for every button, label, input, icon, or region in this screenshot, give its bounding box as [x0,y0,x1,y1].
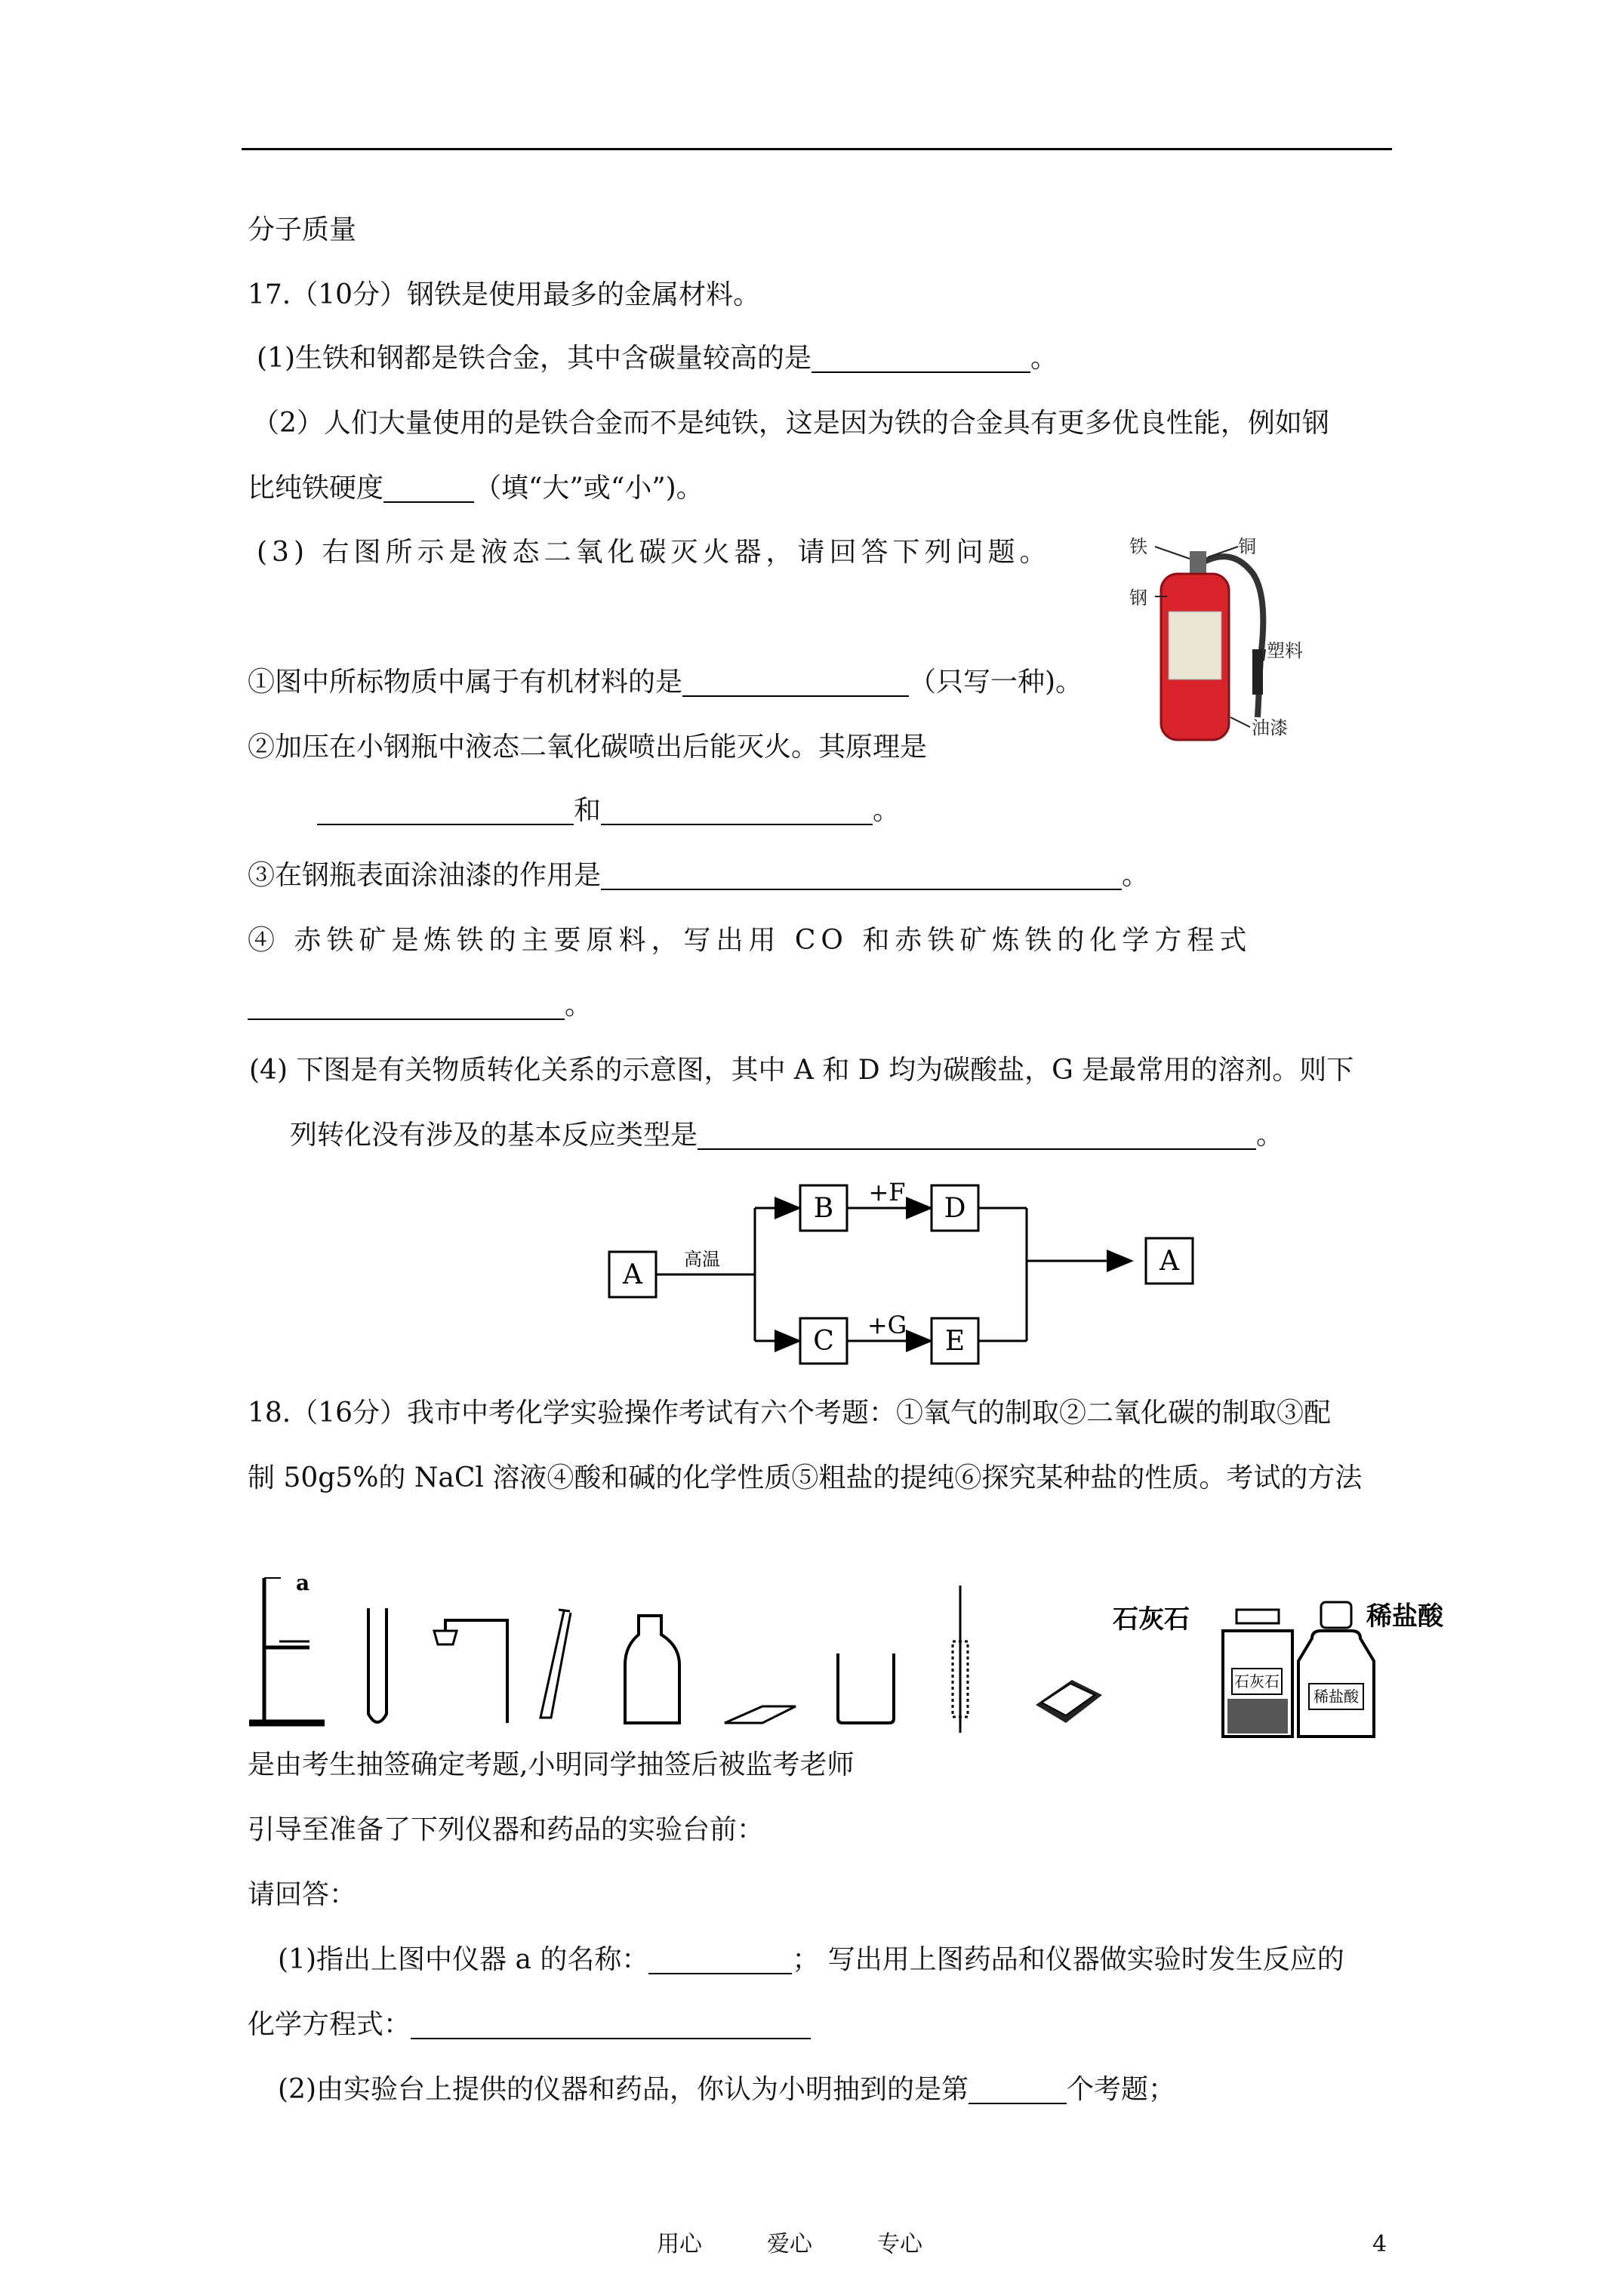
text: (2)由实验台上提供的仪器和药品，你认为小明抽到的是第 [278,2074,969,2105]
acid-jar-text: 稀盐酸 [1313,1687,1359,1706]
q17-3-2-blanks [317,794,900,827]
q17-4-cont [290,1119,1283,1152]
q18-text-cont: 是由考生抽签确定考题,小明同学抽签后被监考老师 [248,1749,855,1780]
text: 和 [574,795,602,826]
text: 化学方程式： [248,2009,411,2040]
edge-label-plus-g: +G [867,1311,907,1339]
node-A-label: A [623,1259,642,1290]
answer-blank[interactable] [698,1121,1256,1150]
text: 。 [873,795,901,826]
text: (1)生铁和钢都是铁合金，其中含碳量较高的是 [257,343,812,374]
edge-label-heat: 高温 [684,1249,720,1270]
q18-1 [278,1943,1344,1977]
node-A-final-label: A [1160,1246,1179,1277]
test-tube [368,1608,387,1722]
acid-bottle-label: 稀盐酸 [1366,1601,1443,1632]
label-plastic: 塑料 [1267,640,1303,661]
answer-blank[interactable] [648,1946,792,1974]
q17-4: (4) 下图是有关物质转化关系的示意图，其中 A 和 D 均为碳酸盐，G 是最常用的溶剂。则下 [249,1055,1354,1086]
nozzle [1252,649,1263,695]
q17-3: (3) 右图所示是液态二氧化碳灭火器，请回答下列问题。 [257,537,1052,568]
text: 。 [1122,860,1150,891]
beaker [838,1653,894,1723]
limestone-bottle-label: 石灰石 [1113,1604,1190,1635]
q17-3-2: ②加压在小钢瓶中液态二氧化碳喷出后能灭火。其原理是 [248,732,928,763]
label-steel: 钢 [1129,587,1147,609]
q17-2-cont [248,472,704,505]
text: 个考题； [1067,2074,1176,2105]
pointer-line [1155,547,1190,559]
hydrochloric-acid-bottle [1298,1601,1444,1737]
q18-2 [278,2073,1175,2106]
matchbox [1036,1680,1102,1723]
q17-3-3 [248,859,1149,892]
q17-heading: 17.（10分）钢铁是使用最多的金属材料。 [248,279,761,310]
answer-blank[interactable] [601,861,1122,890]
q18-heading: 18.（16分）我市中考化学实验操作考试有六个考题：①氧气的制取②二氧化碳的制取③配 [248,1398,1332,1428]
text: ③在钢瓶表面涂油漆的作用是 [248,860,602,891]
glass-plate [725,1706,796,1723]
text: （只写一种)。 [909,667,1083,698]
fire-extinguisher-figure [1125,529,1306,755]
limestone-bottle [1113,1604,1292,1737]
iron-stand [249,1570,325,1723]
answer-blank[interactable] [682,668,909,697]
q17-1 [257,342,1058,375]
answer-blank[interactable] [411,2011,811,2039]
stand-label-a: a [296,1570,310,1595]
answer-blank[interactable] [383,474,474,503]
pipette-body [540,1611,571,1718]
q17-3-4-blank [248,989,592,1022]
text-line: 分子质量 [248,214,357,245]
answer-blank[interactable] [601,797,873,825]
q18-text: 制 50g5%的 NaCl 溶液④酸和碱的化学性质⑤粗盐的提纯⑥探究某种盐的性质。考试的方法 [248,1462,1363,1493]
test-tube-brush [953,1586,968,1733]
label-paint: 油漆 [1252,717,1288,738]
text: ； 写出用上图药品和仪器做实验时发生反应的 [792,1944,1344,1975]
header-rule [242,148,1392,150]
cylinder-label [1169,612,1221,680]
footer-item: 爱心 [767,2231,812,2257]
node-E-label: E [944,1326,965,1357]
answer-blank[interactable] [812,344,1030,373]
stopper-delivery-tube [434,1620,507,1723]
q18-text-cont2: 引导至准备了下列仪器和药品的实验台前： [248,1814,765,1845]
text: 。 [1256,1120,1284,1151]
text: 列转化没有涉及的基本反应类型是 [290,1120,698,1151]
page-number: 4 [1372,2231,1387,2257]
footer-item: 用心 [657,2231,702,2257]
text: ①图中所标物质中属于有机材料的是 [248,667,683,698]
answer-blank[interactable] [969,2076,1067,2104]
text: 比纯铁硬度 [248,473,384,504]
q18-prompt: 请回答： [248,1879,357,1910]
answer-blank[interactable] [248,991,565,1020]
label-iron: 铁 [1129,536,1147,557]
node-B-label: B [813,1193,834,1224]
text: （填“大”或“小”)。 [474,473,704,504]
pipette [559,1610,570,1611]
edge-label-plus-f: +F [868,1178,906,1207]
text: (1)指出上图中仪器 a 的名称： [278,1944,649,1975]
answer-blank[interactable] [317,797,574,825]
q18-1-cont [248,2008,811,2042]
pointer-line [1230,717,1250,727]
footer-item: 专心 [877,2231,922,2257]
q17-3-1 [248,666,1083,699]
text: 。 [565,990,593,1021]
node-C-label: C [813,1326,834,1357]
wide-mouth-bottle [625,1616,679,1723]
q17-3-4: ④ 赤铁矿是炼铁的主要原料，写出用 CO 和赤铁矿炼铁的化学方程式 [248,925,1252,956]
label-copper: 铜 [1238,536,1256,557]
q17-2: （2）人们大量使用的是铁合金而不是纯铁，这是因为铁的合金具有更多优良性能，例如钢 [252,408,1329,439]
text: 。 [1030,343,1058,374]
conversion-flow-diagram [604,1178,1215,1367]
limestone-jar-text: 石灰石 [1234,1672,1280,1690]
node-D-label: D [944,1193,966,1224]
apparatus-figure [242,1563,1495,1744]
